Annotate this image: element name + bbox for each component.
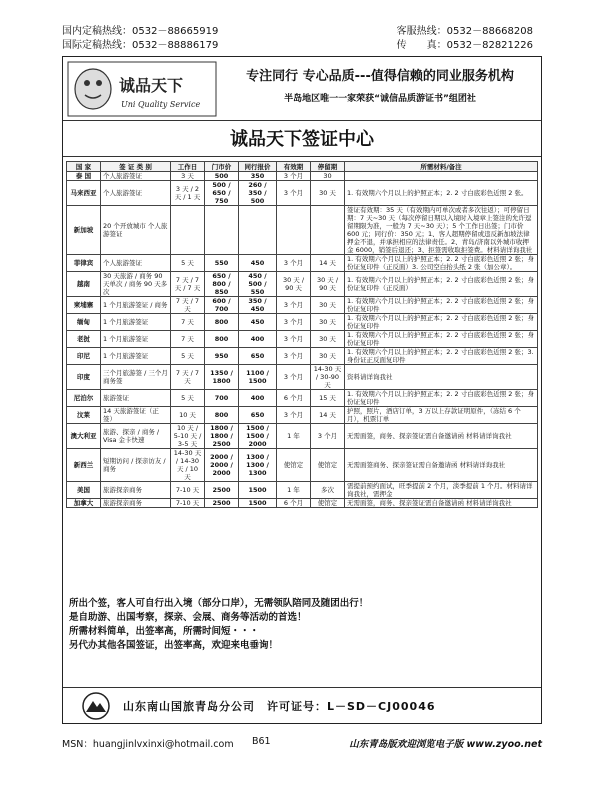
cell-days: 5 天 (171, 348, 205, 365)
table-row (67, 482, 538, 499)
cell-validity: 3 个月 (277, 348, 311, 365)
cell-notes: 1. 有效期六个月以上的护照正本；2. 2 寸白底彩色近照 2 张；身份证复印件 (345, 390, 538, 407)
table-row (67, 407, 538, 424)
cell-country: 澳大利亚 (67, 424, 101, 449)
fax-line: 传 真：0532－82821226 (396, 40, 533, 51)
cell-stay: 使馆定 (311, 449, 345, 482)
cell-country: 美国 (67, 482, 101, 499)
cell-stay: 14 天 (311, 255, 345, 272)
cell-stay: 30 天 (311, 181, 345, 206)
cell-retail: 1350 / 1800 (205, 365, 239, 390)
cell-retail: 800 (205, 331, 239, 348)
cell-type: 1 个月旅游签证 (101, 348, 171, 365)
cell-retail: 1800 / 1800 / 2500 (205, 424, 239, 449)
cell-country: 汶莱 (67, 407, 101, 424)
cell-trade: 650 (239, 348, 277, 365)
cell-trade: 1100 / 1500 (239, 365, 277, 390)
cell-type: 旅游探亲商务 (101, 482, 171, 499)
cell-country: 缅甸 (67, 314, 101, 331)
cell-retail: 800 (205, 314, 239, 331)
header-validity: 有效期 (277, 162, 311, 172)
cell-type: 20 个开放城市 个人旅游签证 (101, 206, 171, 255)
table-row (67, 297, 538, 314)
table-row (67, 181, 538, 206)
cell-retail: 550 (205, 255, 239, 272)
cell-days: 5 天 (171, 255, 205, 272)
cell-trade: 350 / 450 (239, 297, 277, 314)
cell-validity: 3 个月 (277, 407, 311, 424)
logo-subtext: Uni Quality Service (121, 100, 201, 109)
cell-trade: 350 (239, 172, 277, 181)
mountain-logo-icon (81, 692, 111, 720)
cell-country: 加拿大 (67, 499, 101, 508)
cell-trade: 1300 / 1300 / 1300 (239, 449, 277, 482)
cell-type: 1 个月旅游签证 (101, 314, 171, 331)
table-row (67, 449, 538, 482)
cell-notes: 1. 有效期六个月以上的护照正本；2. 2 寸白底彩色近照 2 张。 (345, 181, 538, 206)
cell-type: 1 个月旅游签证 / 商务 (101, 297, 171, 314)
cell-stay (311, 206, 345, 255)
cell-country: 新西兰 (67, 449, 101, 482)
cell-validity: 6 个月 (277, 390, 311, 407)
cell-type: 个人旅游签证 (101, 181, 171, 206)
cell-trade: 450 (239, 255, 277, 272)
header-notes: 所需材料/备注 (345, 162, 538, 172)
cell-type: 旅游签证 (101, 390, 171, 407)
cell-days: 7 天 (171, 331, 205, 348)
cell-retail: 2000 / 2000 / 2000 (205, 449, 239, 482)
cell-validity: 3 个月 (277, 255, 311, 272)
cell-trade: 450 (239, 314, 277, 331)
cell-stay: 30 天 (311, 314, 345, 331)
cell-trade: 450 / 500 / 550 (239, 272, 277, 297)
header-stay: 停留期 (311, 162, 345, 172)
slogan: 专注同行 专心品质---值得信赖的同业服务机构 (246, 69, 514, 84)
banner (63, 57, 541, 121)
cell-days: 14-30 天 / 14-30 天 / 10 天 (171, 449, 205, 482)
cell-days: 3 天 / 2 天 / 1 天 (171, 181, 205, 206)
cell-days: 7 天 / 7 天 / 7 天 (171, 272, 205, 297)
cell-stay: 30 天 (311, 297, 345, 314)
cell-trade: 650 (239, 407, 277, 424)
cell-days: 7-10 天 (171, 482, 205, 499)
table-row (67, 499, 538, 508)
table-row (67, 424, 538, 449)
cell-type: 14 天旅游签证（正签） (101, 407, 171, 424)
cell-validity: 30 天 / 90 天 (277, 272, 311, 297)
cell-country: 柬埔寨 (67, 297, 101, 314)
cell-type: 个人旅游签证 (101, 255, 171, 272)
cell-trade: 1500 / 1500 / 2000 (239, 424, 277, 449)
cell-validity (277, 206, 311, 255)
cell-country: 菲律宾 (67, 255, 101, 272)
cell-stay: 30 天 (311, 348, 345, 365)
cell-stay: 14 天 (311, 407, 345, 424)
cell-retail (205, 206, 239, 255)
domestic-hotline: 国内定稿热线：0532－88665919 (62, 26, 219, 37)
cell-type: 个人旅游签证 (101, 172, 171, 181)
cell-stay: 3 个月 (311, 424, 345, 449)
table-row (67, 365, 538, 390)
service-hotline: 客服热线：0532－88668208 (396, 26, 533, 37)
cell-days: 7 天 / 7 天 (171, 365, 205, 390)
table-row (67, 255, 538, 272)
footer-line: 是自助游、出国考察，探亲、会展、商务等活动的首选！ (69, 612, 307, 623)
table-row (67, 272, 538, 297)
cell-days: 10 天 / 5-10 天 / 3-5 天 (171, 424, 205, 449)
footer-line: 所需材料简单，出签率高，所需时间短・・・ (69, 626, 260, 637)
logo-text: 诚品天下 (119, 76, 184, 95)
cell-notes: 护照，照片，酒店订单，3 万以上存款证明原件，（冻结 6 个月），机票订单 (345, 407, 538, 424)
cell-validity: 3 个月 (277, 172, 311, 181)
cell-notes: 无需面签商务、探亲签证需自备邀请函 材料请详询我社 (345, 449, 538, 482)
cell-days: 3 天 (171, 172, 205, 181)
hotlines-header (62, 25, 533, 55)
table-row (67, 172, 538, 181)
cell-retail: 500 / 650 / 750 (205, 181, 239, 206)
table-header-row (67, 162, 538, 172)
cell-retail: 800 (205, 407, 239, 424)
msn-contact: MSN：huangjinlvxinxi@hotmail.com (62, 739, 234, 750)
cell-trade: 400 (239, 390, 277, 407)
cell-country: 越南 (67, 272, 101, 297)
page-footer (62, 736, 542, 750)
cell-days (171, 206, 205, 255)
cell-validity: 3 个月 (277, 331, 311, 348)
cell-country: 泰 国 (67, 172, 101, 181)
header-country: 国 家 (67, 162, 101, 172)
cell-trade (239, 206, 277, 255)
cell-retail: 600 / 700 (205, 297, 239, 314)
cell-notes: 1. 有效期六个月以上的护照正本；2. 2 寸白底彩色近照 2 张；3. 身份证正反面复印件 (345, 348, 538, 365)
cell-type: 短期访问 / 探亲访友 / 商务 (101, 449, 171, 482)
cell-retail: 2500 (205, 482, 239, 499)
cell-type: 旅游探亲商务 (101, 499, 171, 508)
visa-table (66, 161, 538, 508)
footer-line: 另代办其他各国签证，出签率高，欢迎来电垂询！ (69, 640, 279, 651)
cell-country: 尼泊尔 (67, 390, 101, 407)
cell-type: 1 个月旅游签证 (101, 331, 171, 348)
header-trade: 同行报价 (239, 162, 277, 172)
cell-validity: 1 年 (277, 482, 311, 499)
cell-retail: 950 (205, 348, 239, 365)
cell-retail: 700 (205, 390, 239, 407)
cell-notes: 1. 有效期六个月以上的护照正本；2. 2 寸白底彩色近照 2 张；身份证复印件 (345, 297, 538, 314)
cell-notes: 资料请详询我社 (345, 365, 538, 390)
cell-validity: 1 年 (277, 424, 311, 449)
cell-days: 10 天 (171, 407, 205, 424)
cell-country: 新加坡 (67, 206, 101, 255)
cell-validity: 使馆定 (277, 449, 311, 482)
header-retail: 门市价 (205, 162, 239, 172)
cell-validity: 3 个月 (277, 297, 311, 314)
advertisement-frame (62, 56, 542, 724)
table-row (67, 314, 538, 331)
cell-retail: 500 (205, 172, 239, 181)
cell-notes: 1. 有效期六个月以上的护照正本；2. 2 寸白底彩色近照 2 张；身份证复印件（正反面）3. 公司空白抬头纸 2 张（加公章）。 (345, 255, 538, 272)
cell-days: 7-10 天 (171, 499, 205, 508)
cell-notes: 无需面签，商务、探亲签证需自备邀请函 材料请详询我社 (345, 499, 538, 508)
cell-validity: 3 个月 (277, 314, 311, 331)
cell-country: 马来西亚 (67, 181, 101, 206)
header-days: 工作日 (171, 162, 205, 172)
cell-notes: 签证有效期：35 天（有效期内可单次或者多次往返）；可停留日期：7 天~30 天（每次停留日期以入境时入境章上签注的允许逗留期限为准，一般为 7 天~30 天）；5 个工作日出签；门市价 600 元；同行价：350 元；1、客人超期停留或违反新加坡法律押金不退，并承担相应的法律责任。2、青岛/济南以外城市收押金 6000，销签后退还；3、拒签需收取拒签费。材料请详询我社 (345, 206, 538, 255)
cell-country: 老挝 (67, 331, 101, 348)
international-hotline: 国际定稿热线：0532－88886179 (62, 40, 219, 51)
company-bar (63, 687, 541, 723)
cell-retail: 2500 (205, 499, 239, 508)
cell-stay: 30 (311, 172, 345, 181)
table-row (67, 348, 538, 365)
cell-days: 7 天 / 7 天 (171, 297, 205, 314)
company-license: 山东南山国旅青岛分公司 许可证号：L－SD－CJ00046 (123, 700, 436, 713)
cell-validity: 3 个月 (277, 181, 311, 206)
table-row (67, 331, 538, 348)
cell-stay: 多次 (311, 482, 345, 499)
cell-trade: 1500 (239, 482, 277, 499)
page-number: B61 (252, 736, 271, 747)
site-banner: 山东青岛版欢迎浏览电子版 www.zyoo.net (349, 739, 542, 750)
cell-notes (345, 172, 538, 181)
cell-type: 30 天旅游 / 商务 90 天单次 / 商务 90 天多次 (101, 272, 171, 297)
cell-stay: 15 天 (311, 390, 345, 407)
cell-notes: 1. 有效期六个月以上的护照正本；2. 2 寸白底彩色近照 2 张；身份证复印件（正反面） (345, 272, 538, 297)
table-row (67, 206, 538, 255)
cell-country: 印度 (67, 365, 101, 390)
cell-country: 印尼 (67, 348, 101, 365)
cell-trade: 260 / 350 / 500 (239, 181, 277, 206)
logo (67, 61, 217, 117)
cell-trade: 400 (239, 331, 277, 348)
cell-notes: 需提前预约面试，旺季提前 2 个月，淡季提前 1 个月。材料请详询我社，需押金 (345, 482, 538, 499)
cell-type: 旅游、探亲 / 商务 / Visa 金卡快速 (101, 424, 171, 449)
header-type: 签 证 类 别 (101, 162, 171, 172)
cell-trade: 1500 (239, 499, 277, 508)
cell-days: 7 天 (171, 314, 205, 331)
cell-days: 5 天 (171, 390, 205, 407)
cell-retail: 650 / 800 / 850 (205, 272, 239, 297)
cell-stay: 14-30 天 / 30-90 天 (311, 365, 345, 390)
cell-notes: 1. 有效期六个月以上的护照正本；2. 2 寸白底彩色近照 2 张；身份证复印件 (345, 331, 538, 348)
page-title: 诚品天下签证中心 (63, 123, 541, 157)
footer-notes (69, 597, 537, 653)
cell-stay: 使馆定 (311, 499, 345, 508)
cell-stay: 30 天 (311, 331, 345, 348)
cell-validity: 6 个月 (277, 499, 311, 508)
table-row (67, 390, 538, 407)
cell-stay: 30 天 / 90 天 (311, 272, 345, 297)
cell-validity: 3 个月 (277, 365, 311, 390)
cell-type: 三个月旅游签 / 三个月商务签 (101, 365, 171, 390)
cell-notes: 无需面签，商务、探亲签证需自备邀请函 材料请详询我社 (345, 424, 538, 449)
cell-notes: 1. 有效期六个月以上的护照正本；2. 2 寸白底彩色近照 2 张；身份证复印件 (345, 314, 538, 331)
subslogan: 半岛地区唯一一家荣获“诚信品质游证书”组团社 (284, 94, 476, 104)
footer-line: 所出个签，客人可自行出入境（部分口岸），无需领队陪同及随团出行！ (69, 598, 369, 609)
